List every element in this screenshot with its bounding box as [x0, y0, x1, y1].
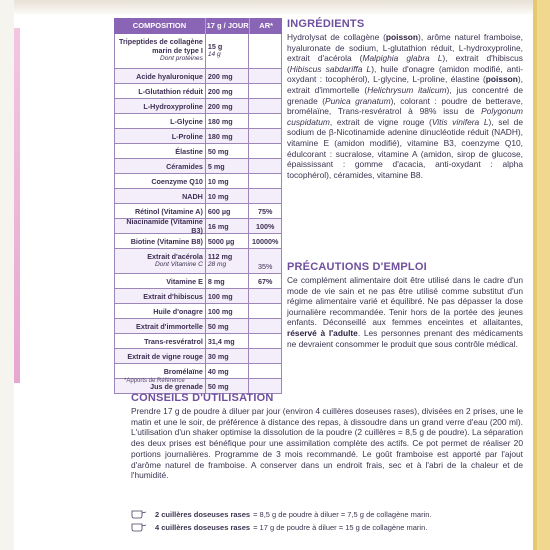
ingredient-quantity: [206, 34, 250, 68]
ingredient-ar: [249, 349, 281, 363]
composition-row: [115, 249, 281, 274]
ingredient-label: Extrait de vigne rouge: [127, 351, 203, 361]
ingredient-name: [115, 84, 206, 98]
quantity-value: 5 mg: [207, 161, 225, 171]
precautions-section: [287, 261, 523, 349]
ar-value: 10000%: [252, 236, 279, 246]
quantity-value: 5000 µg: [207, 236, 235, 246]
ingredient-label: Biotine (Vitamine B8): [130, 236, 203, 246]
header-composition: COMPOSITION: [114, 18, 206, 34]
composition-row: [115, 174, 281, 189]
ingredient-ar: [249, 234, 281, 248]
composition-row: [115, 84, 281, 99]
ingredient-name: [115, 159, 206, 173]
ingredient-ar: [249, 159, 281, 173]
quantity-value: 15 g: [207, 41, 223, 51]
composition-row: [115, 144, 281, 159]
composition-row: [115, 69, 281, 84]
ingredient-ar: [249, 69, 281, 83]
composition-row: [115, 304, 281, 319]
quantity-value: 10 mg: [207, 191, 229, 201]
ingredients-text: Hydrolysat de collagène (poisson), arôme naturel framboise, hyaluronate de sodium, L-glutathion réduit, L-hydroxyproline, extrait d'acérola (Malpighia glabra L), extrait d'hibiscus (Hibiscus sabdariffa L), huile d'onagre (amidon modifié, anti-oxydant : tocophérol), L-glycine, L-proline, élastine (poisson), extrait d'immortelle (Helichrysum italicum), jus concentré de grenade (Punica granatum), colorant : poudre de betterave, bromélaïne, Trans-resvératrol à 98% issu de Polygonum cuspidatum, extrait de vigne rouge (Vitis vinifera L), sel de sodium de β-Nicotinamide adenine dinucléotide réduit (NADH), vitamine E (amidon modifié), vitamine B3, coenzyme Q10, édulcorant : sucralose, vitamine A (amidon, sirop de glucose, épaississant : gomme d'acacia, anti-oxydant : alpha tocophérol), céramides, vitamine B8.: [287, 32, 523, 180]
ingredient-quantity: [206, 364, 250, 378]
ar-value: 100%: [256, 221, 275, 231]
ingredients-section: [287, 18, 523, 180]
ingredient-label: Vitamine E: [166, 276, 203, 286]
ingredient-quantity: [206, 69, 250, 83]
ingredient-label: Extrait d'hibiscus: [143, 291, 203, 301]
pink-accent-strip: [14, 28, 20, 383]
ingredient-quantity: [206, 219, 250, 233]
ingredient-quantity: [206, 159, 250, 173]
quantity-value: 100 mg: [207, 291, 233, 301]
ingredient-label: Trans-resvératrol: [144, 336, 203, 346]
ingredient-name: [115, 204, 206, 218]
composition-row: [115, 114, 281, 129]
quantity-value: 112 mg: [207, 251, 233, 261]
dose1-text: = 8,5 g de poudre à diluer = 7,5 g de collagène marin.: [253, 509, 432, 519]
ingredient-name: [115, 349, 206, 363]
apports-footnote: *Apports de Référence: [124, 378, 185, 384]
ingredient-ar: [249, 219, 281, 233]
composition-row: [115, 234, 281, 249]
precautions-text: Ce complément alimentaire doit être utilisé dans le cadre d'un mode de vie sain et ne pas être utilisé comme substitut d'un régime alimentaire varié et équilibré. Ne pas dépasser la dose journalière recommandée. Tenir hors de la portée des jeunes enfants. Déconseillé aux femmes enceintes et allaitantes, réservé à l'adulte. Les personnes prenant des médicaments ne devraient consommer le produit que sous contrôle médical.: [287, 275, 523, 349]
ingredient-ar: [249, 34, 281, 68]
ingredient-name: [115, 319, 206, 333]
frame-top: [0, 0, 550, 14]
ingredient-name: [115, 234, 206, 248]
dose2-text: = 17 g de poudre à diluer = 15 g de collagène marin.: [253, 522, 428, 532]
composition-row: [115, 364, 281, 379]
quantity-value: 180 mg: [207, 131, 233, 141]
frame-left: [0, 0, 14, 550]
composition-row: [115, 219, 281, 234]
quantity-value: 10 mg: [207, 176, 229, 186]
ingredient-ar: [249, 129, 281, 143]
quantity-value: 200 mg: [207, 71, 233, 81]
frame-right-edge: [533, 0, 537, 550]
ingredient-quantity: [206, 304, 250, 318]
ingredient-name: [115, 144, 206, 158]
quantity-value: 100 mg: [207, 306, 233, 316]
ingredient-ar: [249, 304, 281, 318]
ingredients-title: INGRÉDIENTS: [287, 18, 365, 30]
ingredient-quantity: [206, 289, 250, 303]
ingredient-label: Extrait d'acérola: [147, 251, 203, 261]
ingredient-label: Huile d'onagre: [153, 306, 203, 316]
ingredient-ar: [249, 274, 281, 288]
quantity-value: 31,4 mg: [207, 336, 235, 346]
ingredient-name: [115, 249, 206, 273]
ingredient-ar: [249, 204, 281, 218]
quantity-value: 8 mg: [207, 276, 225, 286]
ingredient-ar: [249, 144, 281, 158]
quantity-value: 600 µg: [207, 206, 231, 216]
ingredient-label: Tripeptides de collagène marin de type I: [118, 37, 203, 55]
quantity-value: 50 mg: [207, 381, 229, 391]
quantity-value: 50 mg: [207, 146, 229, 156]
ingredient-quantity: [206, 114, 250, 128]
ingredient-ar: [249, 319, 281, 333]
dose2-bold: 4 cuillères doseuses rases: [155, 522, 251, 532]
ingredient-sublabel: Dont protéines: [159, 55, 203, 63]
ingredient-ar: [249, 99, 281, 113]
quantity-subvalue: 28 mg: [207, 261, 227, 268]
ingredient-name: [115, 189, 206, 203]
dose-line-2-spoons: [131, 508, 523, 520]
ingredient-label: Bromélaïne: [163, 366, 203, 376]
ar-value: 75%: [258, 206, 273, 216]
ingredient-quantity: [206, 144, 250, 158]
ingredient-name: [115, 274, 206, 288]
ingredient-label: Céramides: [166, 161, 203, 171]
ingredient-ar: [249, 189, 281, 203]
ingredient-name: [115, 34, 206, 68]
ingredient-quantity: [206, 319, 250, 333]
ingredient-ar: [249, 114, 281, 128]
ingredient-label: Élastine: [175, 146, 203, 156]
ingredient-ar: [249, 289, 281, 303]
composition-row: [115, 319, 281, 334]
header-ar: AR*: [259, 21, 274, 30]
ingredient-label: L-Proline: [171, 131, 203, 141]
composition-row: [115, 189, 281, 204]
composition-row: [115, 274, 281, 289]
ingredient-label: Jus de grenade: [150, 381, 203, 391]
ingredient-name: [115, 304, 206, 318]
header-qty: 17 g / JOUR: [206, 18, 250, 34]
ingredient-sublabel: Dont Vitamine C: [154, 261, 203, 268]
ingredient-name: [115, 69, 206, 83]
measuring-spoon-icon: [131, 509, 147, 519]
quantity-subvalue: 14 g: [207, 51, 221, 58]
composition-row: [115, 34, 281, 69]
ingredient-quantity: [206, 274, 250, 288]
composition-row: [115, 159, 281, 174]
ingredient-label: Niacinamide (Vitamine B3): [126, 217, 203, 235]
ingredient-ar: [249, 334, 281, 348]
ingredient-quantity: [206, 249, 250, 273]
composition-row: [115, 129, 281, 144]
ingredient-label: NADH: [182, 191, 203, 201]
conseils-title: CONSEILS D'UTILISATION: [131, 392, 274, 404]
ar-value: 35%: [258, 262, 273, 271]
ingredient-quantity: [206, 379, 250, 393]
ingredient-label: Rétinol (Vitamine A): [134, 206, 203, 216]
ingredient-label: Coenzyme Q10: [151, 176, 203, 186]
ingredient-quantity: [206, 129, 250, 143]
ingredient-ar: [249, 364, 281, 378]
ingredient-name: [115, 289, 206, 303]
ingredient-name: [115, 129, 206, 143]
ingredient-ar: [249, 174, 281, 188]
ingredient-ar: [249, 379, 281, 393]
ingredient-label: L-Glutathion réduit: [138, 86, 203, 96]
composition-row: [115, 99, 281, 114]
ingredient-quantity: [206, 174, 250, 188]
measuring-spoon-icon: [131, 522, 147, 532]
composition-row: [115, 289, 281, 304]
ingredient-name: [115, 99, 206, 113]
quantity-value: 200 mg: [207, 86, 233, 96]
composition-header: [114, 18, 282, 34]
ingredient-label: L-Glycine: [170, 116, 203, 126]
ingredient-quantity: [206, 189, 250, 203]
composition-body: [114, 34, 282, 394]
ingredient-quantity: [206, 234, 250, 248]
ingredient-name: [115, 114, 206, 128]
conseils-section: [131, 392, 523, 481]
ingredient-label: L-Hydroxyproline: [143, 101, 203, 111]
conseils-text: Prendre 17 g de poudre à diluer par jour (environ 4 cuillères doseuses rases), divisées en 2 prises, une le matin et une le soir, de préférence à distance des repas, à dissoudre dans un grand verre d'eau (200 ml). L'utilisation d'un shaker optimise la dissolution de la poudre (2 cuillères = 8,5 g de poudre). La séparation des deux prises est bénéfique pour une assimilation complète des actifs. Ce pot permet de réaliser 20 portions journalières. Programme de 3 mois recommandé. Le goût framboise est apporté par l'ajout d'arôme naturel de framboise. A conserver dans un endroit frais, sec et à l'abri de la chaleur et de l'humidité.: [131, 406, 523, 481]
composition-row: [115, 349, 281, 364]
composition-row: [115, 334, 281, 349]
precautions-title: PRÉCAUTIONS D'EMPLOI: [287, 261, 427, 273]
ingredient-label: Acide hyaluronique: [136, 71, 203, 81]
ar-value: 67%: [258, 276, 273, 286]
ingredient-ar: [249, 249, 281, 273]
ingredient-quantity: [206, 349, 250, 363]
dose1-bold: 2 cuillères doseuses rases: [155, 509, 251, 519]
ingredient-name: [115, 219, 206, 233]
ingredient-label: Extrait d'immortelle: [136, 321, 203, 331]
ingredient-quantity: [206, 334, 250, 348]
ingredient-name: [115, 364, 206, 378]
ingredient-ar: [249, 84, 281, 98]
quantity-value: 200 mg: [207, 101, 233, 111]
ingredient-quantity: [206, 84, 250, 98]
ingredient-name: [115, 334, 206, 348]
quantity-value: 180 mg: [207, 116, 233, 126]
quantity-value: 40 mg: [207, 366, 229, 376]
quantity-value: 16 mg: [207, 221, 229, 231]
ingredient-name: [115, 174, 206, 188]
dose-line-4-spoons: [131, 521, 523, 533]
quantity-value: 30 mg: [207, 351, 229, 361]
composition-table: [114, 18, 282, 394]
quantity-value: 50 mg: [207, 321, 229, 331]
ingredient-quantity: [206, 204, 250, 218]
ingredient-quantity: [206, 99, 250, 113]
